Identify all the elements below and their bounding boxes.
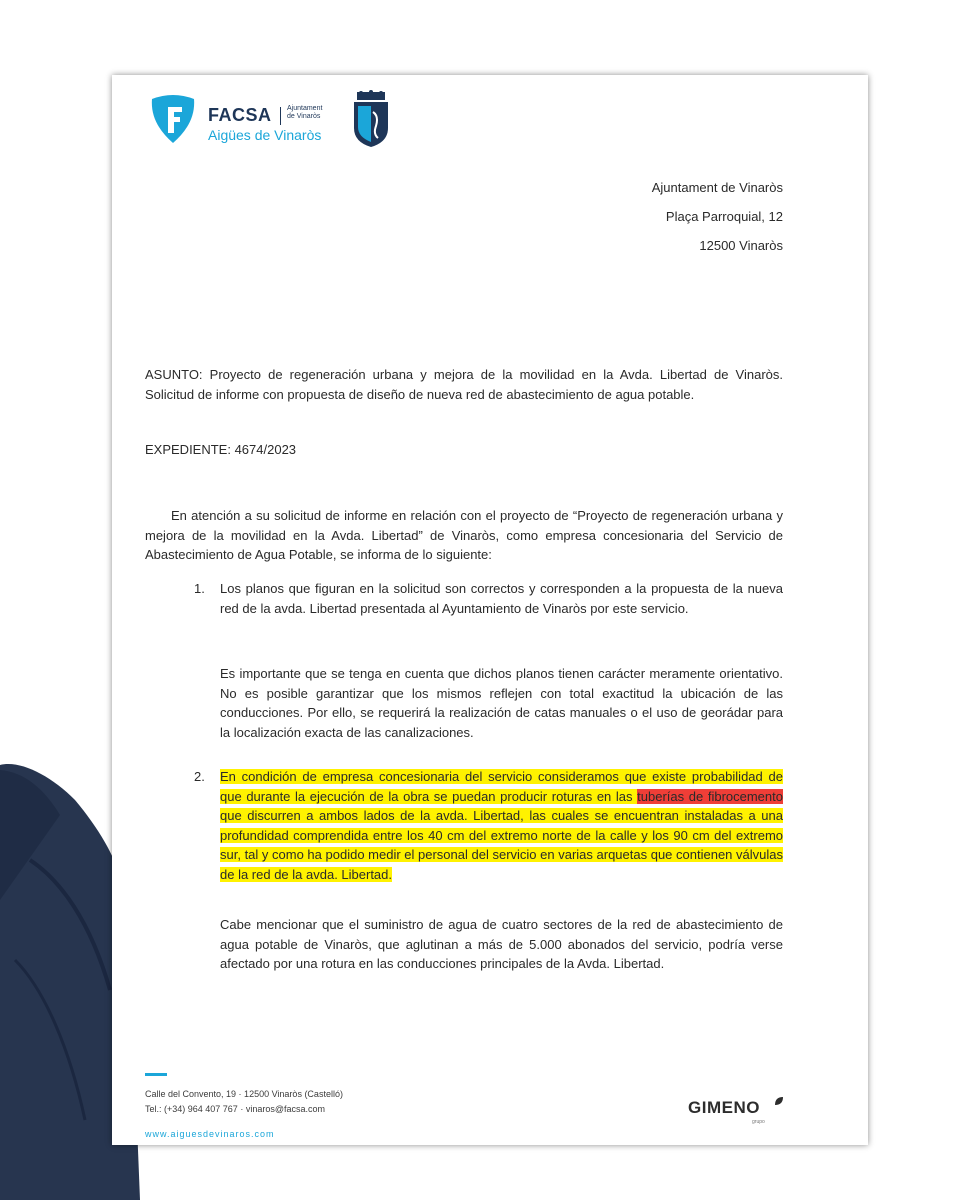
footer-contact-line: Tel.: (+34) 964 407 767 · vinaros@facsa.com — [145, 1104, 325, 1114]
footer-address — [145, 1087, 343, 1117]
recipient-line: Plaça Parroquial, 12 — [665, 209, 783, 224]
recipient-line: Ajuntament de Vinaròs — [651, 180, 783, 195]
vinaros-shield-icon — [351, 90, 391, 148]
logo-separator — [280, 107, 281, 125]
footer-accent-bar — [145, 1073, 167, 1076]
facsa-brand-text: FACSA — [208, 105, 272, 125]
highlighted-text: que discurren a ambos lados de la avda. Libertad, las cuales se encuentran instaladas a una profundidad comprendida entre los 40 cm del extremo norte de la calle y los 90 cm del extremo sur, tal y como ha podido medir el personal del servicio en varias arquetas que contienen válvulas de la red de la avda. Libertad. — [220, 808, 783, 882]
footer-website: www.aiguesdevinaros.com — [145, 1129, 275, 1139]
subject-paragraph: ASUNTO: Proyecto de regeneración urbana y mejora de la movilidad en la Avda. Libertad de Vinaròs. Solicitud de informe con propuesta de diseño de nueva red de abastecimiento de agua potable. — [145, 367, 783, 402]
gimeno-logo: GIMENO — [688, 1098, 760, 1117]
list-item-paragraph: Es importante que se tenga en cuenta que dichos planos tienen carácter meramente orientativo. No es posible garantizar que los mismos reflejen con total exactitud la ubicación de las conducciones. Por ello, se requerirá la realización de catas manuales o el uso de georádar para la localización exacta de las canalizaciones. — [220, 666, 783, 740]
file-number: EXPEDIENTE: 4674/2023 — [145, 442, 297, 457]
intro-paragraph: En atención a su solicitud de informe en relación con el proyecto de “Proyecto de regeneración urbana y mejora de la movilidad en la Avda. Libertad” de Vinaròs, como empresa concesionaria del Servicio de Abastecimiento de Agua Potable, se informa de lo siguiente: — [145, 508, 783, 562]
letterhead-logo — [148, 93, 408, 153]
list-item — [194, 767, 783, 884]
list-item-number: 2. — [194, 769, 205, 784]
list-item — [194, 579, 783, 618]
facsa-drop-icon — [148, 93, 198, 145]
red-highlighted-text: tuberías de fibrocemento — [637, 788, 783, 804]
letter-page — [112, 75, 868, 1145]
gimeno-logo-sub: grupo — [752, 1119, 765, 1125]
list-item-number: 1. — [194, 581, 205, 596]
footer-address-line: Calle del Convento, 19 · 12500 Vinaròs (Castelló) — [145, 1089, 343, 1099]
recipient-line: 12500 Vinaròs — [699, 238, 783, 253]
list-item-text: Los planos que figuran en la solicitud son correctos y corresponden a la propuesta de la nueva red de la avda. Libertad presentada al Ayuntamiento de Vinaròs por este servicio. — [220, 581, 783, 616]
ajuntament-text: Ajuntament de Vinaròs — [287, 105, 323, 120]
highlighted-text: En condición de empresa concesionaria del servicio consideramos que existe probabilidad de que durante la ejecución de la obra se puedan producir roturas en las — [220, 769, 783, 804]
aigues-subtitle: Aigües de Vinaròs — [208, 127, 322, 143]
recipient-address — [652, 173, 783, 260]
gimeno-leaf-icon — [774, 1096, 784, 1106]
list-item-paragraph: Cabe mencionar que el suministro de agua de cuatro sectores de la red de abastecimiento de agua potable de Vinaròs, que aglutinan a más de 5.000 abonados del servicio, podría verse afectado por una rotura en las conducciones principales de la Avda. Libertad. — [220, 917, 783, 971]
